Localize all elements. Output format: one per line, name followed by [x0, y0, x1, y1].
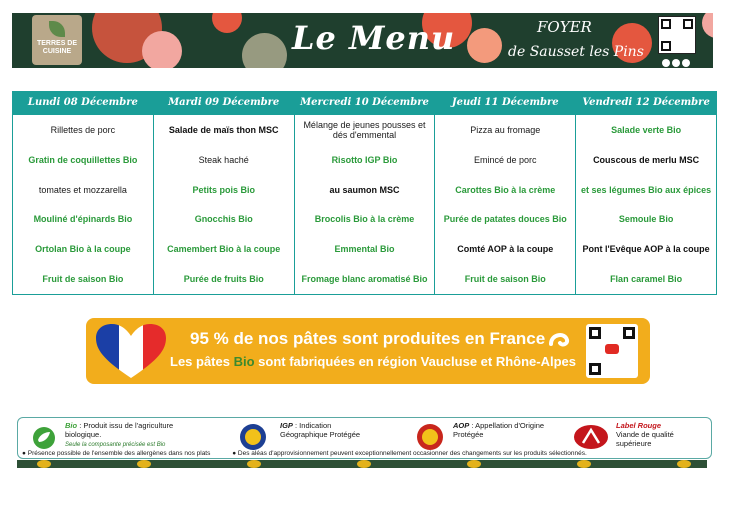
dish-item: Mélange de jeunes pousses et dés d'emmental	[303, 119, 426, 140]
pasta-icon	[547, 328, 571, 352]
promo-qr-code-icon[interactable]	[586, 324, 638, 378]
dish-item: Carottes Bio à la crème	[455, 184, 556, 195]
footer-decoration	[17, 460, 707, 468]
dish-item: Pont l'Evêque AOP à la coupe	[582, 244, 710, 255]
bio-label-icon	[32, 426, 56, 450]
dish-item: au saumon MSC	[329, 184, 400, 195]
label-rouge-icon	[573, 424, 609, 450]
day-column	[576, 92, 716, 294]
legend-label-rouge: Label Rouge Viande de qualité supérieure	[616, 421, 674, 448]
day-column	[295, 92, 436, 294]
foyer-label: FOYER	[537, 18, 592, 36]
dish-item: Petits pois Bio	[192, 184, 255, 195]
dish-item: Semoule Bio	[618, 214, 674, 225]
dish-item: Couscous de merlu MSC	[593, 154, 700, 165]
day-header: Mardi 09 Décembre	[154, 92, 294, 115]
dish-item: Brocolis Bio à la crème	[314, 214, 415, 225]
dish-item: Purée de patates douces Bio	[443, 214, 567, 225]
dish-item: Risotto IGP Bio	[331, 154, 398, 165]
qr-code-icon[interactable]	[658, 16, 696, 54]
dish-item: Steak haché	[198, 154, 249, 165]
dish-item: Pizza au fromage	[470, 124, 541, 135]
dish-item: Salade verte Bio	[611, 124, 682, 135]
day-header: Vendredi 12 Décembre	[576, 92, 716, 115]
menu-table	[12, 91, 717, 295]
page-title: Le Menu	[292, 19, 456, 57]
leaf-icon	[49, 21, 65, 37]
dish-item: Mouliné d'épinards Bio	[33, 214, 133, 225]
supply-note: ● Des aléas d'approvisionnement peuvent exceptionnellement occasionner des changements sur les produits sélectionnés.	[232, 450, 587, 457]
legend-aop: AOP : Appellation d'Origine Protégée	[453, 421, 545, 439]
day-column	[13, 92, 154, 294]
dish-item: Emincé de porc	[474, 154, 537, 165]
promo-subline: Les pâtes Bio sont fabriquées en région Vaucluse et Rhône-Alpes	[170, 354, 577, 369]
dish-item: Fromage blanc aromatisé Bio	[301, 274, 428, 285]
day-header: Jeudi 11 Décembre	[435, 92, 575, 115]
promo-banner	[86, 318, 650, 384]
youtube-icon[interactable]	[682, 59, 690, 67]
dish-item: Salade de maïs thon MSC	[168, 124, 279, 135]
aop-label-icon	[416, 423, 444, 451]
french-flag-heart-icon	[94, 322, 168, 380]
dish-item: Rillettes de porc	[50, 124, 116, 135]
legend-igp: IGP : Indication Géographique Protégée	[280, 421, 361, 439]
dish-item: Gnocchis Bio	[194, 214, 253, 225]
day-header: Lundi 08 Décembre	[13, 92, 153, 115]
dish-item: Fruit de saison Bio	[42, 274, 124, 285]
facebook-icon[interactable]	[662, 59, 670, 67]
promo-headline: 95 % de nos pâtes sont produites en France	[190, 329, 546, 348]
dish-item: Comté AOP à la coupe	[457, 244, 554, 255]
allergen-note: ● Présence possible de l'ensemble des allergènes dans nos plats	[22, 450, 211, 457]
dish-item: Emmental Bio	[334, 244, 395, 255]
dish-item: et ses légumes Bio aux épices	[581, 184, 712, 195]
day-header: Mercredi 10 Décembre	[295, 92, 435, 115]
legend-notes	[22, 450, 712, 457]
terres-de-cuisine-logo: TERRES DE CUISINE	[32, 15, 82, 65]
legend-bio: Bio : Produit issu de l'agriculture biologique. Seule la composante précisée est Bio	[65, 421, 174, 448]
day-column	[435, 92, 576, 294]
youtube-icon	[605, 344, 619, 354]
igp-label-icon	[239, 423, 267, 451]
dish-item: Gratin de coquillettes Bio	[28, 154, 138, 165]
social-icons	[662, 54, 692, 68]
header-banner	[12, 13, 713, 68]
dish-item: Fruit de saison Bio	[464, 274, 546, 285]
dish-item: Purée de fruits Bio	[183, 274, 264, 285]
dish-item: Ortolan Bio à la coupe	[35, 244, 131, 255]
linkedin-icon[interactable]	[672, 59, 680, 67]
dish-item: Camembert Bio à la coupe	[167, 244, 281, 255]
dish-item: tomates et mozzarella	[38, 184, 127, 195]
foyer-place: de Sausset les Pins	[508, 44, 644, 60]
day-column	[154, 92, 295, 294]
dish-item: Flan caramel Bio	[610, 274, 683, 285]
